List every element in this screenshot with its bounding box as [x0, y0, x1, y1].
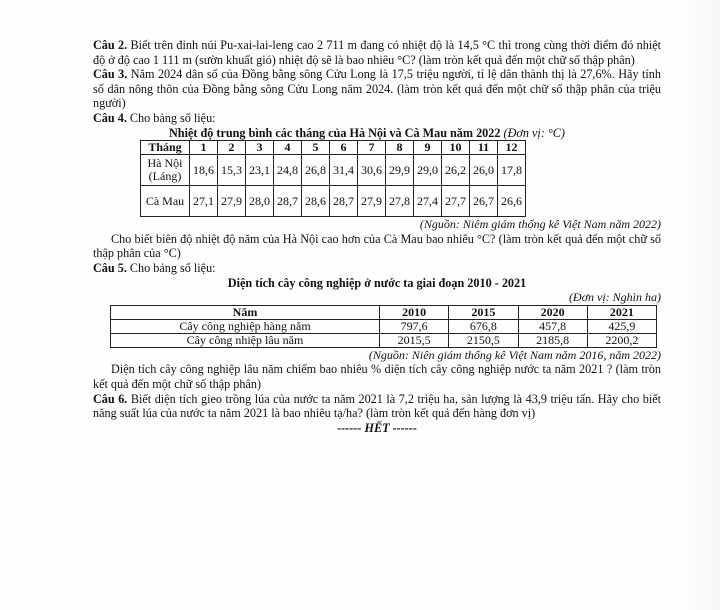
question-5-label: Câu 5.	[93, 260, 127, 275]
table-cell: 26,2	[442, 155, 470, 186]
column-header-label: Năm	[111, 305, 380, 319]
table-cell: 26,7	[470, 186, 498, 217]
question-3-label: Câu 3.	[93, 67, 128, 82]
crop-area-table-title: Diện tích cây công nghiệp ở nước ta giai đoạn 2010 - 2021	[227, 275, 527, 290]
table-row	[141, 186, 526, 217]
question-6-text: Biết diện tích gieo trồng lúa của nước ta năm 2021 là 7,2 triệu ha, sản lượng là 43,9 triệu tấn. Hãy cho biết năng suất lúa của nước ta năm 2021 là bao nhiêu tạ/ha? (làm tròn kết quả đến hàng đơn vị)	[93, 391, 661, 421]
column-header: 11	[470, 141, 498, 155]
column-header: 9	[414, 141, 442, 155]
table-cell: 15,3	[218, 155, 246, 186]
table-cell: 2150,5	[449, 333, 518, 347]
table-cell: 457,8	[518, 319, 587, 333]
column-header: 6	[330, 141, 358, 155]
table-cell: 31,4	[330, 155, 358, 186]
table-cell: 26,6	[498, 186, 526, 217]
table-cell: 2185,8	[518, 333, 587, 347]
exam-content	[93, 38, 661, 435]
table-cell: 676,8	[449, 319, 518, 333]
question-5-question: Diện tích cây công nghiệp lâu năm chiếm bao nhiêu % diện tích cây công nghiệp nước ta năm 2021 ? (làm tròn kết quả đến một chữ số thập phân)	[93, 362, 661, 391]
page-edge-shadow	[680, 0, 720, 610]
question-3	[93, 67, 661, 111]
table-cell: 24,8	[274, 155, 302, 186]
column-header: 4	[274, 141, 302, 155]
table-cell: 27,9	[218, 186, 246, 217]
table-cell: 425,9	[587, 319, 656, 333]
table-cell: 30,6	[358, 155, 386, 186]
column-header: 8	[386, 141, 414, 155]
question-4-question: Cho biết biên độ nhiệt độ năm của Hà Nội cao hơn của Cà Mau bao nhiêu °C? (làm tròn kết quả đến một chữ số thập phân của °C)	[93, 231, 661, 261]
row-label: Cây công nghiệp hàng năm	[111, 319, 380, 333]
column-header: 12	[498, 141, 526, 155]
question-5	[93, 261, 661, 276]
column-header-label: Tháng	[141, 141, 190, 155]
column-header: 2020	[518, 305, 587, 319]
table-cell: 27,8	[386, 186, 414, 217]
table-row	[141, 155, 526, 186]
column-header: 3	[246, 141, 274, 155]
table-cell: 18,6	[190, 155, 218, 186]
column-header: 10	[442, 141, 470, 155]
table-cell: 28,7	[330, 186, 358, 217]
question-4	[93, 111, 661, 126]
temperature-table	[140, 140, 526, 217]
temperature-table-source: (Nguồn: Niêm giám thống kê Việt Nam năm 2022)	[419, 217, 661, 232]
table-cell: 27,4	[414, 186, 442, 217]
temperature-table-header	[141, 141, 526, 155]
question-2-text: Biết trên đỉnh núi Pu-xai-lai-leng cao 2 711 m đang có nhiệt độ là 14,5 °C thì trong cùng thời điểm đó nhiệt độ ở độ cao 1 111 m (sườn khuất gió) nhiệt độ sẽ là bao nhiêu °C? (làm tròn kết quả đến một chữ số thập phân)	[93, 38, 661, 67]
row-label: Cây công nhiệp lâu năm	[111, 333, 380, 347]
table-cell: 26,0	[470, 155, 498, 186]
question-2-label: Câu 2.	[93, 38, 128, 52]
table-cell: 2200,2	[587, 333, 656, 347]
column-header: 5	[302, 141, 330, 155]
table-cell: 28,6	[302, 186, 330, 217]
question-2	[93, 38, 661, 67]
row-label: Hà Nội (Láng)	[141, 155, 190, 186]
table-cell: 27,7	[442, 186, 470, 217]
question-6-label: Câu 6.	[93, 391, 128, 406]
table-cell: 17,8	[498, 155, 526, 186]
table-cell: 27,1	[190, 186, 218, 217]
table-cell: 2015,5	[380, 333, 449, 347]
crop-area-table-header	[111, 305, 657, 319]
question-6	[93, 392, 661, 421]
temperature-table-title: Nhiệt độ trung bình các tháng của Hà Nội và Cà Mau năm 2022 (Đơn vị: °C)	[169, 125, 565, 140]
column-header: 7	[358, 141, 386, 155]
question-3-text: Năm 2024 dân số của Đồng bằng sông Cửu Long là 17,5 triệu người, tỉ lệ dân thành thị là 27,6%. Hãy tính số dân nông thôn của Đồng bằng sông Cửu Long năm 2024. (làm tròn kết quả đến một chữ số thập phân của triệu người)	[93, 67, 661, 111]
question-4-label: Câu 4.	[93, 110, 127, 125]
table-cell: 29,0	[414, 155, 442, 186]
column-header: 2010	[380, 305, 449, 319]
question-5-text: Cho bảng số liệu:	[126, 260, 216, 275]
column-header: 2015	[449, 305, 518, 319]
table-cell: 27,9	[358, 186, 386, 217]
table-row	[111, 333, 657, 347]
temperature-table-unit: (Đơn vị: °C)	[503, 125, 565, 140]
question-4-text: Cho bảng số liệu:	[126, 110, 216, 125]
column-header: 2	[218, 141, 246, 155]
table-cell: 26,8	[302, 155, 330, 186]
end-marker: ------ HẾT ------	[337, 420, 417, 435]
column-header: 2021	[587, 305, 656, 319]
table-cell: 797,6	[380, 319, 449, 333]
column-header: 1	[190, 141, 218, 155]
table-row	[111, 319, 657, 333]
table-cell: 29,9	[386, 155, 414, 186]
table-cell: 28,0	[246, 186, 274, 217]
crop-area-table	[110, 305, 657, 348]
table-cell: 23,1	[246, 155, 274, 186]
crop-area-table-unit: (Đơn vị: Nghìn ha)	[568, 290, 661, 305]
row-label: Cà Mau	[141, 186, 190, 217]
crop-area-table-source: (Nguồn: Niên giám thống kê Việt Nam năm 2016, năm 2022)	[368, 347, 661, 362]
table-cell: 28,7	[274, 186, 302, 217]
